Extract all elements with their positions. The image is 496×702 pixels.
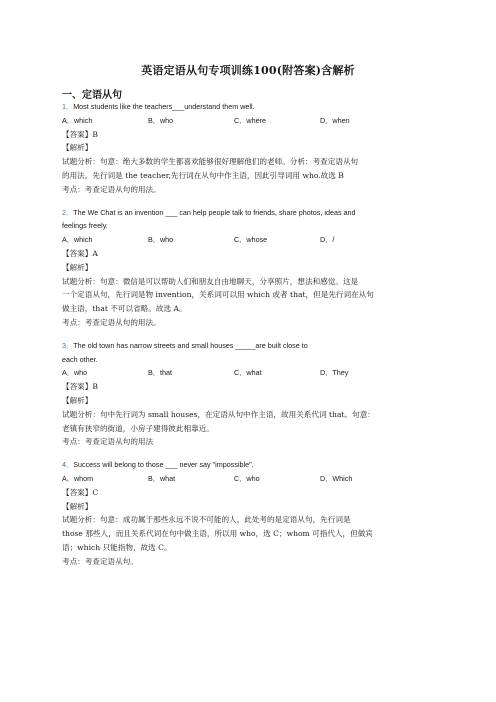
answer-line: 【答案】A [62,248,98,258]
question-stem-text: each other. [62,354,98,364]
answer-line: 【答案】B [62,382,98,392]
option-item: B．who [148,235,174,245]
analysis-line: those 那些人，而且关系代词在句中做主语，所以用 who，选 C；whom 可指代人，但做宾 [62,529,373,539]
question-block [62,100,438,197]
analysis-line: 试题分析：句意：成功属于那些永远不说不可能的人。此处考的是定语从句，先行词是 [62,515,351,525]
answer-line: 【答案】C [62,487,99,497]
option-item: A．which [62,115,93,125]
answer-line: 【答案】B [62,129,98,139]
option-item: A．who [62,368,88,378]
options-row [62,114,438,128]
question-number: 4． [62,460,74,470]
question-stem-line [62,458,438,472]
option-item: D．Which [320,473,353,483]
option-item: D．when [320,115,350,125]
explanation-label: 【解析】 [62,143,93,153]
analysis-line: 一个定语从句，先行词是物 invention，关系词可以用 which 或者 that，但是先行词在从句 [62,290,374,300]
explanation-label: 【解析】 [62,262,93,272]
document-title: 英语定语从句专项训练100(附答案)含解析 [141,64,355,77]
analysis-line: 试题分析：句意：微信是可以帮助人们和朋友自由地聊天，分享照片，想法和感觉。这是 [62,276,359,286]
question-stem-text: The We Chat is an invention ___ can help people talk to friends, share photos, ideas and [73,207,356,217]
option-item: B．what [148,473,176,483]
explanation-label: 【解析】 [62,395,93,405]
options-row [62,366,438,380]
option-item: C．who [234,473,260,483]
analysis-line: 的用法，先行词是 the teacher,先行词在从句中作主语，因此引导词用 who.故选 B [62,170,344,180]
option-item: D．/ [320,235,335,245]
test-point-line: 考点：考查定语从句的用法 [62,437,154,447]
analysis-line: 语；which 只能指物，故选 C。 [62,542,172,552]
question-block [62,458,438,568]
question-number: 2． [62,207,74,217]
analysis-line: 老镇有狭窄的街道，小房子建得彼此相靠近。 [62,423,214,433]
question-stem-line [62,219,438,233]
analysis-line: 做主语，that 不可以省略。故选 A。 [62,304,187,314]
option-item: A．which [62,235,93,245]
option-item: D．They [320,368,349,378]
question-stem-line [62,339,438,353]
test-point-line: 考点：考查定语从句。 [62,556,138,566]
analysis-line: 试题分析：句意：绝大多数的学生都喜欢能够很好理解他们的老师。分析：考查定语从句 [62,157,359,167]
option-item: A．whom [62,473,94,483]
question-stem-text: The old town has narrow streets and small houses _____are built close to [73,340,308,350]
questions-list [62,100,438,578]
question-stem-text: Most students like the teachers___understand them well. [73,102,255,111]
option-item: C．what [234,368,262,378]
section-heading: 一、定语从句 [62,90,122,101]
question-block [62,206,438,330]
option-item: B．that [148,368,172,378]
question-stem-line [62,206,438,220]
question-stem-line [62,100,438,114]
options-row [62,233,438,247]
question-block [62,339,438,449]
question-number: 1． [62,102,74,111]
option-item: C．whose [234,235,268,245]
analysis-line: 试题分析：句中先行词为 small houses，在定语从句中作主语，故用关系代词 that。句意： [62,409,375,419]
test-point-line: 考点：考查定语从句的用法。 [62,184,161,194]
option-item: B．who [148,115,174,125]
question-number: 3． [62,340,74,350]
option-item: C．where [234,115,266,125]
question-stem-text: Success will belong to those ___ never say "impossible". [73,460,254,470]
test-point-line: 考点：考查定语从句的用法。 [62,317,161,327]
question-stem-text: feelings freely. [62,221,108,231]
explanation-label: 【解析】 [62,501,93,511]
options-row [62,472,438,486]
question-stem-line [62,353,438,367]
